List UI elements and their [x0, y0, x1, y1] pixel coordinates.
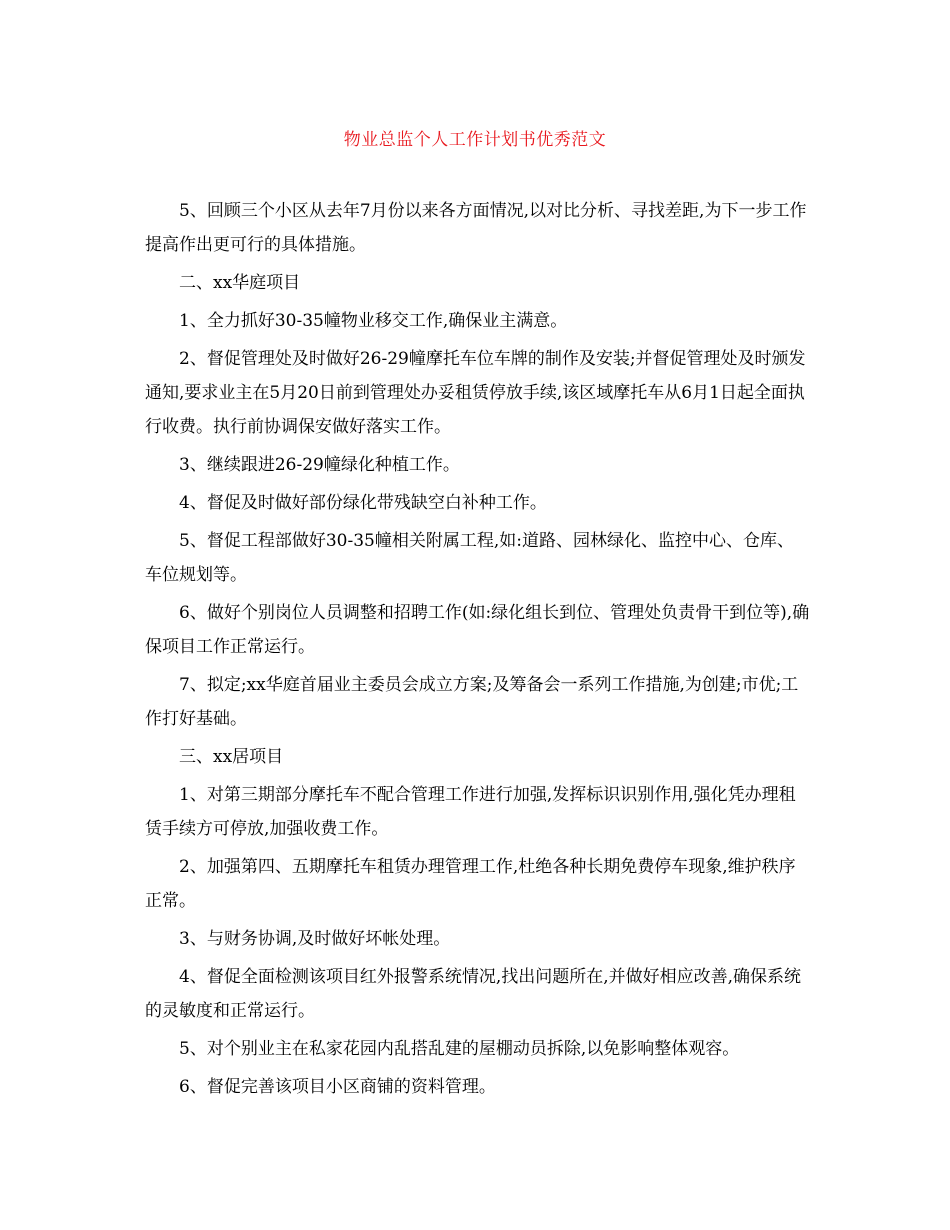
paragraph: 6、做好个别岗位人员调整和招聘工作(如:绿化组长到位、管理处负责骨干到位等),确保项目工作正常运行。: [145, 603, 810, 657]
paragraph: 4、督促及时做好部份绿化带残缺空白补种工作。: [179, 493, 547, 513]
paragraph: 5、回顾三个小区从去年7月份以来各方面情况,以对比分析、寻找差距,为下一步工作提高作出更可行的具体措施。: [145, 201, 807, 255]
paragraph: 5、督促工程部做好30-35幢相关附属工程,如:道路、园林绿化、监控中心、仓库、车位规划等。: [145, 531, 794, 585]
paragraph: 1、对第三期部分摩托车不配合管理工作进行加强,发挥标识识别作用,强化凭办理租赁手续方可停放,加强收费工作。: [145, 785, 796, 839]
paragraph: 4、督促全面检测该项目红外报警系统情况,找出问题所在,并做好相应改善,确保系统的灵敏度和正常运行。: [145, 967, 802, 1021]
paragraph: 5、对个别业主在私家花园内乱搭乱建的屋棚动员拆除,以免影响整体观容。: [179, 1039, 740, 1059]
section-heading: 三、xx居项目: [179, 747, 284, 767]
paragraph: 2、督促管理处及时做好26-29幢摩托车位车牌的制作及安装;并督促管理处及时颁发通知,要求业主在5月20日前到管理处办妥租赁停放手续,该区域摩托车从6月1日起全面执行收费。执行前协调保安做好落实工作。: [145, 349, 806, 437]
document-title: 物业总监个人工作计划书优秀范文: [343, 130, 607, 150]
paragraph: 3、继续跟进26-29幢绿化种植工作。: [179, 455, 460, 475]
paragraph: 1、全力抓好30-35幢物业移交工作,确保业主满意。: [179, 311, 568, 331]
paragraph: 6、督促完善该项目小区商铺的资料管理。: [179, 1077, 496, 1097]
section-heading: 二、xx华庭项目: [179, 273, 301, 293]
paragraph: 2、加强第四、五期摩托车租赁办理管理工作,杜绝各种长期免费停车现象,维护秩序正常。: [145, 857, 796, 911]
document-body: [145, 194, 810, 1108]
paragraph: 7、拟定;xx华庭首届业主委员会成立方案;及筹备会一系列工作措施,为创建;市优;工作打好基础。: [145, 675, 799, 729]
paragraph: 3、与财务协调,及时做好坏帐处理。: [179, 929, 451, 949]
